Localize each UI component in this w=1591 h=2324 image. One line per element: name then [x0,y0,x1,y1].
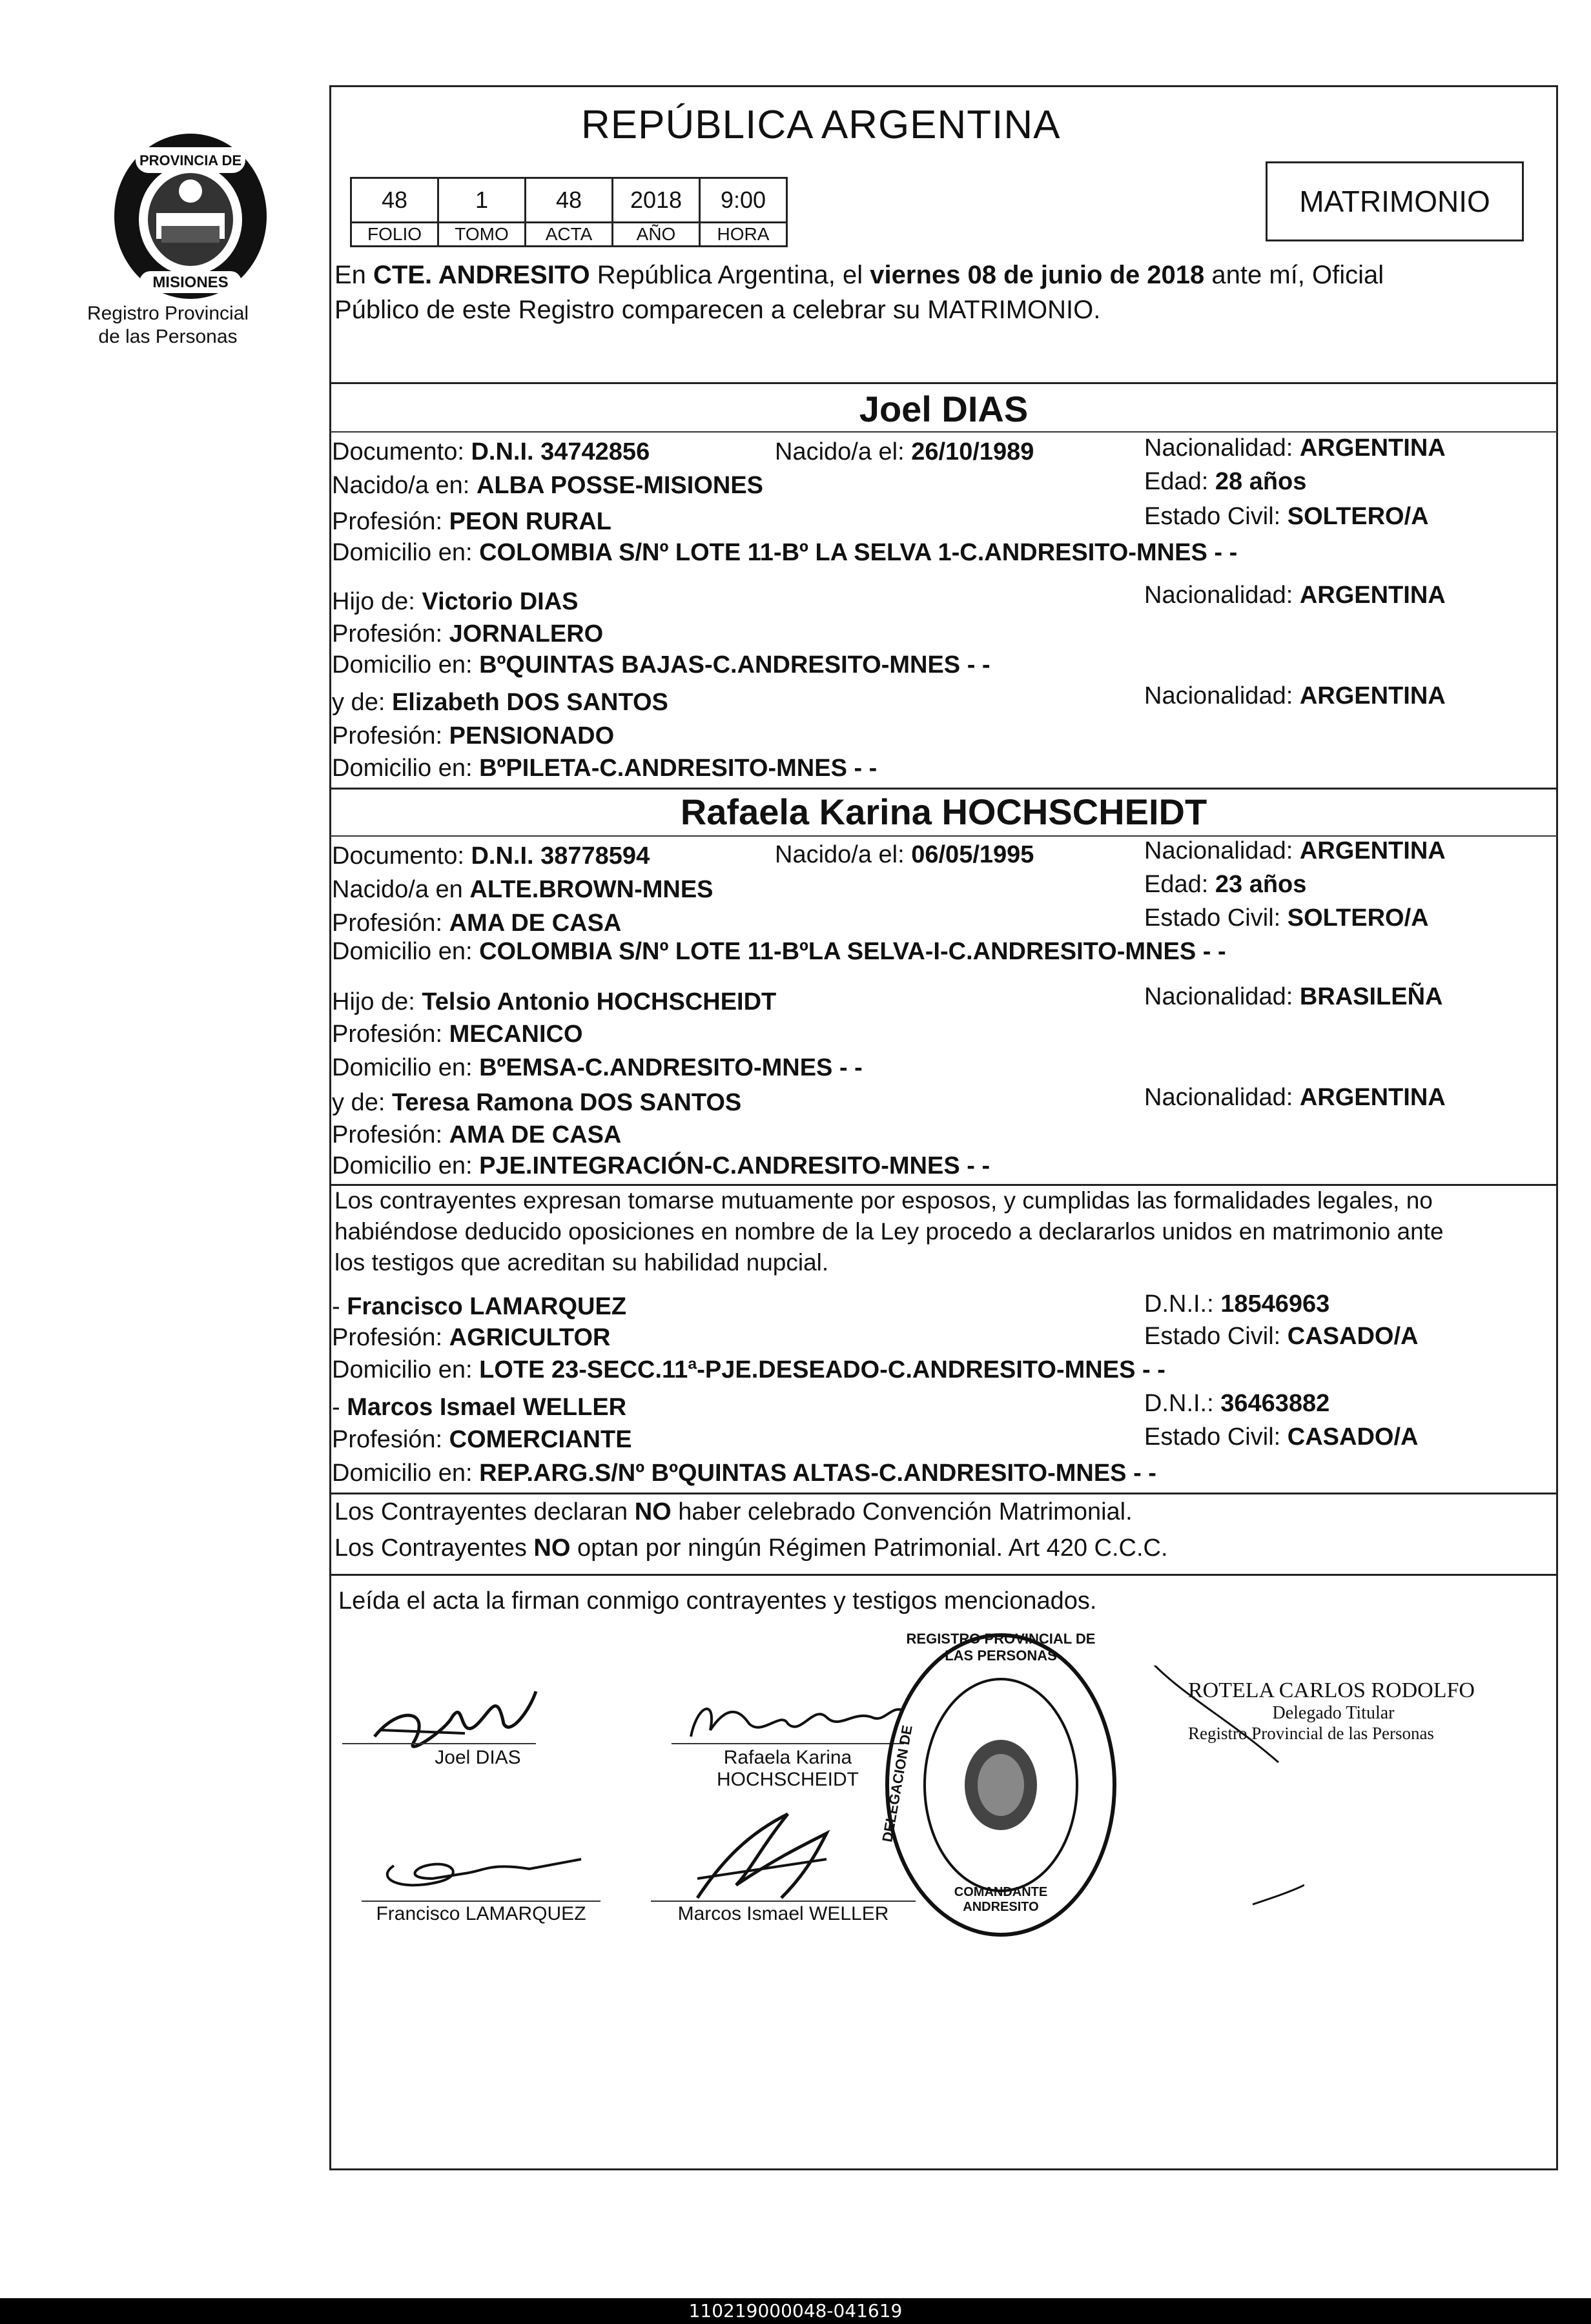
groom-birthplace: Nacido/a en: ALBA POSSE-MISIONES [332,472,764,499]
intro-p3: ante mí, Oficial [1204,261,1384,289]
declaration-line-2: habiéndose deducido oposiciones en nombre de la Ley procedo a declararlos unidos en matrimonio ante [334,1218,1444,1245]
folio-label: FOLIO [351,223,438,247]
registry-caption-line2: de las Personas [98,326,238,347]
year-label: AÑO [613,223,700,247]
witness-1-civil-status: Estado Civil: CASADO/A [1144,1323,1419,1350]
tomo-value: 1 [438,178,526,223]
divider [329,1493,1558,1494]
hour-label: HORA [700,223,787,247]
act-type: MATRIMONIO [1299,185,1490,218]
groom-father-nationality: Nacionalidad: ARGENTINA [1144,582,1446,609]
registry-caption [71,302,265,349]
signature-line [362,1901,600,1902]
bride-age: Edad: 23 años [1144,871,1307,898]
witness-2-dni: D.N.I.: 36463882 [1144,1390,1330,1417]
bride-mother-address: Domicilio en: PJE.INTEGRACIÓN-C.ANDRESITO-MNES - - [332,1152,991,1179]
stamp-left-text: DELEGACION DE [879,1724,916,1844]
witness-1-signature-name: Francisco LAMARQUEZ [376,1903,586,1924]
witness-2-profession: Profesión: COMERCIANTE [332,1426,632,1453]
convention-line-1: Los Contrayentes declaran NO haber celebrado Convención Matrimonial. [334,1498,1133,1525]
witness-1-address: Domicilio en: LOTE 23-SECC.11ª-PJE.DESEADO-C.ANDRESITO-MNES - - [332,1356,1165,1383]
registry-table [350,177,788,247]
official-stamp [878,1627,1124,1943]
stamp-inner-text: COMANDANTE ANDRESITO [954,1885,1048,1914]
intro-line-1 [334,261,1384,289]
intro-line-2: Público de este Registro comparecen a celebrar su MATRIMONIO. [334,296,1101,324]
bride-name: Rafaela Karina HOCHSCHEIDT [680,791,1207,832]
act-type-box [1266,161,1524,241]
groom-profession: Profesión: PEON RURAL [332,508,611,535]
divider [329,382,1558,384]
bride-civil-status: Estado Civil: SOLTERO/A [1144,904,1429,932]
groom-age: Edad: 28 años [1144,468,1307,495]
officer-role: Delegado Titular [1272,1703,1395,1723]
groom-father-profession: Profesión: JORNALERO [332,620,604,647]
folio-value: 48 [351,178,438,223]
province-seal [110,129,271,303]
seal-text-top: PROVINCIA DE [139,152,242,168]
year-value: 2018 [613,178,700,223]
officer-stamp [1188,1678,1479,1744]
divider [329,1574,1558,1576]
intro-p1: En [334,261,374,289]
groom-signature-name: Joel DIAS [435,1747,521,1768]
witness-2-address: Domicilio en: REP.ARG.S/Nº BºQUINTAS ALTAS-C.ANDRESITO-MNES - - [332,1460,1156,1487]
tomo-label: TOMO [438,223,526,247]
groom-mother-profession: Profesión: PENSIONADO [332,722,615,749]
groom-father: Hijo de: Victorio DIAS [332,588,579,615]
intro-date: viernes 08 de junio de 2018 [870,261,1205,289]
officer-organization: Registro Provincial de las Personas [1188,1724,1434,1743]
groom-born: Nacido/a el: 26/10/1989 [775,438,1034,465]
bride-signature-name: Rafaela Karina HOCHSCHEIDT [716,1747,859,1790]
acta-value: 48 [526,178,613,223]
declaration [334,1185,1555,1278]
groom-mother: y de: Elizabeth DOS SANTOS [332,689,668,716]
divider [329,788,1558,790]
witness-2-name: - Marcos Ismael WELLER [332,1394,627,1421]
bride-mother: y de: Teresa Ramona DOS SANTOS [332,1089,742,1116]
groom-mother-address: Domicilio en: BºPILETA-C.ANDRESITO-MNES - - [332,755,878,782]
witness-1-dni: D.N.I.: 18546963 [1144,1290,1330,1318]
divider [329,431,1558,433]
bride-mother-profession: Profesión: AMA DE CASA [332,1121,622,1148]
groom-father-address: Domicilio en: BºQUINTAS BAJAS-C.ANDRESITO-MNES - - [332,651,991,678]
officer-name: ROTELA CARLOS RODOLFO [1188,1678,1475,1702]
bride-nationality: Nacionalidad: ARGENTINA [1144,837,1446,864]
groom-civil-status: Estado Civil: SOLTERO/A [1144,503,1429,530]
signature-line [342,1743,536,1744]
bride-doc: Documento: D.N.I. 38778594 [332,842,650,870]
groom-name: Joel DIAS [859,389,1029,429]
bride-profession: Profesión: AMA DE CASA [332,910,622,937]
bride-father-profession: Profesión: MECANICO [332,1021,583,1048]
groom-address: Domicilio en: COLOMBIA S/Nº LOTE 11-Bº LA SELVA 1-C.ANDRESITO-MNES - - [332,539,1238,566]
signature-line [651,1901,916,1902]
bride-father-nationality: Nacionalidad: BRASILEÑA [1144,983,1443,1010]
signature-line [672,1743,904,1744]
registry-caption-line1: Registro Provincial [87,303,249,324]
declaration-line-3: los testigos que acreditan su habilidad nupcial. [334,1249,829,1276]
stamp-outer-text: REGISTRO PROVINCIAL DE LAS PERSONAS [906,1631,1096,1664]
groom-nationality: Nacionalidad: ARGENTINA [1144,434,1446,462]
intro-place: CTE. ANDRESITO [373,261,590,289]
witness-1-name: - Francisco LAMARQUEZ [332,1293,627,1320]
page-title: REPÚBLICA ARGENTINA [581,103,1061,147]
bride-father-address: Domicilio en: BºEMSA-C.ANDRESITO-MNES - - [332,1054,863,1081]
witness-2-signature-name: Marcos Ismael WELLER [677,1903,889,1924]
bride-birthplace: Nacido/a en ALTE.BROWN-MNES [332,876,713,903]
convention-line-2: Los Contrayentes NO optan por ningún Régimen Patrimonial. Art 420 C.C.C. [334,1534,1168,1562]
groom-mother-nationality: Nacionalidad: ARGENTINA [1144,682,1446,709]
bride-father: Hijo de: Telsio Antonio HOCHSCHEIDT [332,988,777,1015]
witness-2-civil-status: Estado Civil: CASADO/A [1144,1423,1419,1451]
hour-value: 9:00 [700,178,787,223]
document-id-footer: 110219000048-041619 [0,2298,1591,2324]
groom-doc: Documento: D.N.I. 34742856 [332,438,650,465]
acta-label: ACTA [526,223,613,247]
closing-statement: Leída el acta la firman conmigo contrayentes y testigos mencionados. [338,1587,1097,1615]
witness-1-profession: Profesión: AGRICULTOR [332,1324,611,1351]
bride-born: Nacido/a el: 06/05/1995 [775,841,1034,868]
intro-p2: República Argentina, el [590,261,870,289]
bride-address: Domicilio en: COLOMBIA S/Nº LOTE 11-BºLA SELVA-I-C.ANDRESITO-MNES - - [332,938,1226,965]
bride-mother-nationality: Nacionalidad: ARGENTINA [1144,1084,1446,1111]
seal-text-bottom: MISIONES [152,274,229,291]
declaration-line-1: Los contrayentes expresan tomarse mutuamente por esposos, y cumplidas las formalidades legales, no [334,1187,1433,1214]
